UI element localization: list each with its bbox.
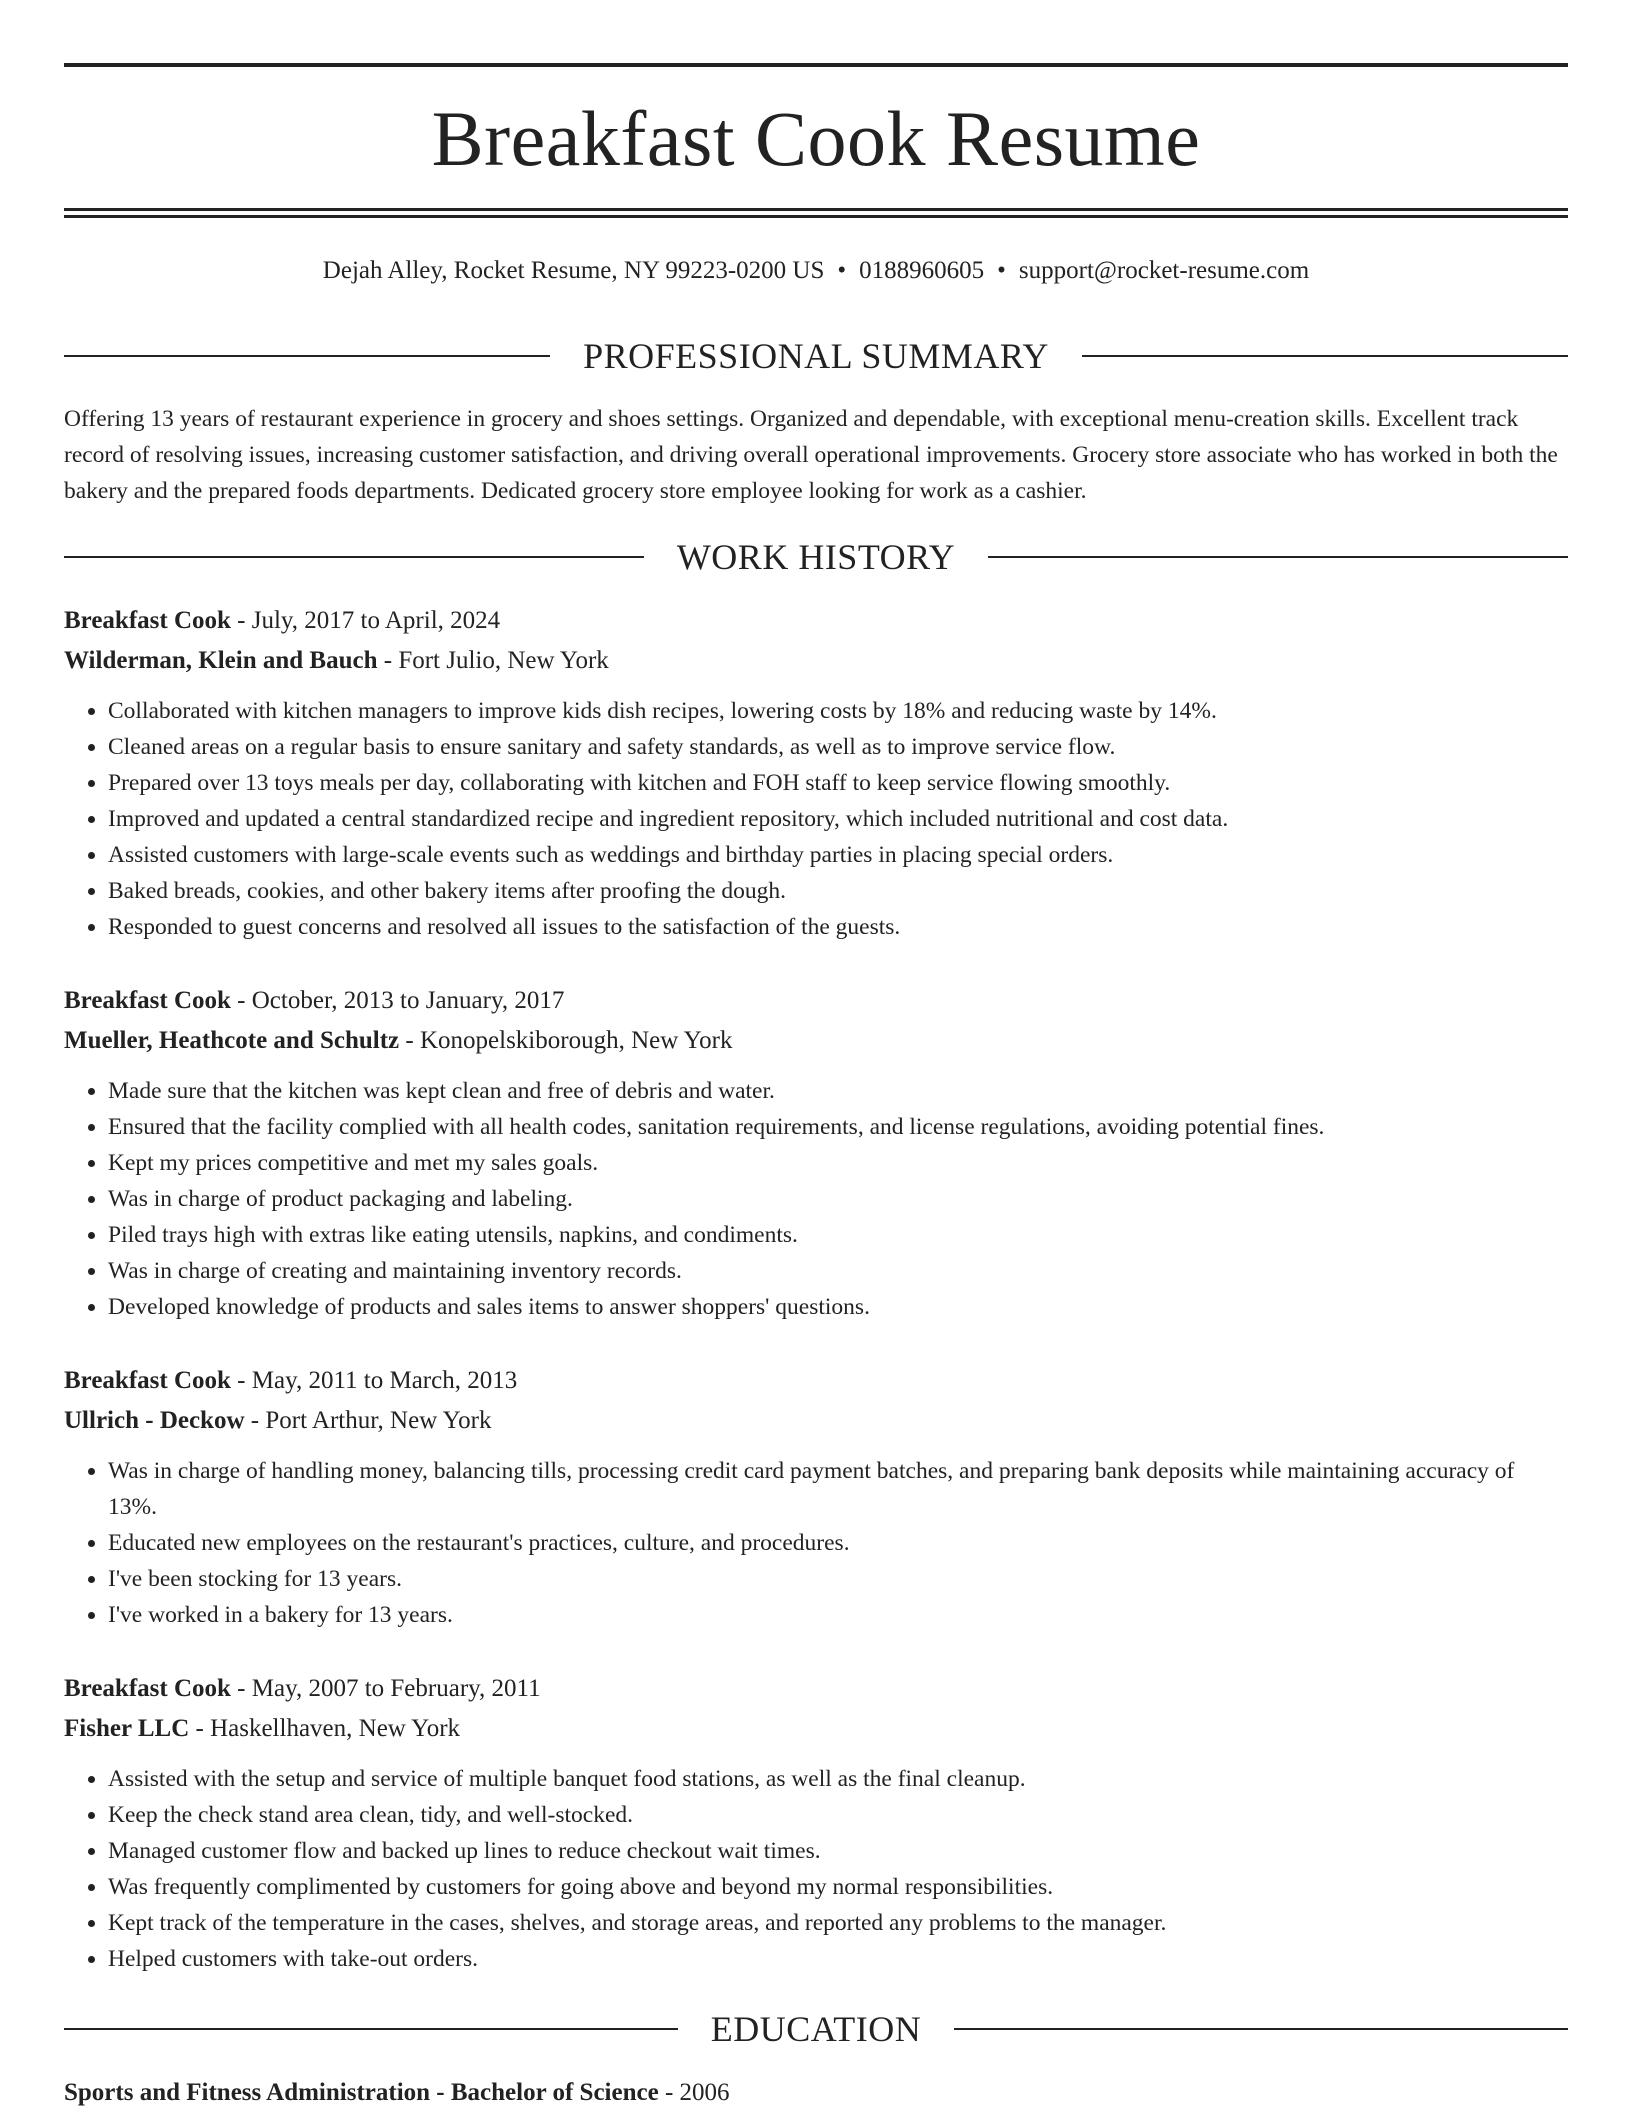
contact-separator: • [837, 257, 847, 284]
list-item: • Was in charge of handling money, balancing tills, processing credit card payment batches, and preparing bank deposits while maintaining accuracy of 13%. [108, 1453, 1568, 1525]
job-bullets [64, 693, 1568, 945]
list-item: • Managed customer flow and backed up lines to reduce checkout wait times. [108, 1833, 1568, 1869]
section-title: EDUCATION [710, 2009, 922, 2049]
list-item: • Was frequently complimented by customers for going above and beyond my normal responsibilities. [108, 1869, 1568, 1905]
job-title: Breakfast Cook [64, 1675, 231, 1702]
section-title: WORK HISTORY [676, 537, 956, 577]
job-bullets [64, 1073, 1568, 1325]
contact-phone: 0188960605 [859, 257, 985, 284]
job-dates: - May, 2007 to February, 2011 [230, 1675, 541, 1702]
job-title: Breakfast Cook [64, 987, 231, 1014]
job-entry [64, 1361, 1568, 1633]
list-item: • Was in charge of creating and maintaining inventory records. [108, 1253, 1568, 1289]
list-item: • Assisted with the setup and service of multiple banquet food stations, as well as the final cleanup. [108, 1761, 1568, 1797]
list-item: • Ensured that the facility complied with all health codes, sanitation requirements, and license regulations, avoiding potential fines. [108, 1109, 1568, 1145]
list-item: • Was in charge of product packaging and labeling. [108, 1181, 1568, 1217]
summary-text: Offering 13 years of restaurant experience in grocery and shoes settings. Organized and dependable, with exceptional menu-creation skills. Excellent track record of resolving issues, increasing customer satisfaction, and driving overall operational improvements. Grocery store associate who has worked in both the bakery and the prepared foods departments. Dedicated grocery store employee looking for work as a cashier. [64, 406, 1558, 504]
job-company: Wilderman, Klein and Bauch [64, 647, 378, 674]
heading-rule-right [954, 2028, 1568, 2030]
job-location: - Konopelskiborough, New York [399, 1027, 733, 1054]
job-title-line [64, 981, 1568, 1021]
heading-rule-left [64, 556, 644, 558]
contact-email: support@rocket-resume.com [1018, 257, 1310, 284]
job-title: Breakfast Cook [64, 1367, 231, 1394]
job-dates: - July, 2017 to April, 2024 [230, 607, 501, 634]
job-title-line [64, 1361, 1568, 1401]
job-location: - Fort Julio, New York [377, 647, 609, 674]
list-item: • Kept my prices competitive and met my sales goals. [108, 1145, 1568, 1181]
job-bullets [64, 1453, 1568, 1633]
heading-rule-left [64, 355, 550, 357]
list-item: • Collaborated with kitchen managers to improve kids dish recipes, lowering costs by 18% and reducing waste by 14%. [108, 693, 1568, 729]
heading-rule-left [64, 2028, 678, 2030]
education-entry [64, 2073, 1568, 2113]
list-item: • Keep the check stand area clean, tidy, and well-stocked. [108, 1797, 1568, 1833]
education-year: - 2006 [658, 2079, 730, 2106]
job-company-line [64, 1709, 1568, 1749]
heading-rule-right [1082, 355, 1568, 357]
resume-title: Breakfast Cook Resume [431, 95, 1201, 182]
title-double-rule-lower [64, 215, 1568, 218]
list-item: • Assisted customers with large-scale events such as weddings and birthday parties in placing special orders. [108, 837, 1568, 873]
job-company: Fisher LLC [64, 1715, 190, 1742]
list-item: • I've been stocking for 13 years. [108, 1561, 1568, 1597]
job-entry [64, 1669, 1568, 1977]
section-heading-education [64, 2007, 1568, 2051]
job-company: Ullrich - Deckow [64, 1407, 245, 1434]
job-bullets [64, 1761, 1568, 1977]
job-company: Mueller, Heathcote and Schultz [64, 1027, 400, 1054]
list-item: • Kept track of the temperature in the cases, shelves, and storage areas, and reported any problems to the manager. [108, 1905, 1568, 1941]
section-title: PROFESSIONAL SUMMARY [583, 336, 1049, 376]
job-title-line [64, 601, 1568, 641]
job-company-line [64, 1021, 1568, 1061]
education-degree: Sports and Fitness Administration - Bachelor of Science [64, 2079, 659, 2106]
job-title: Breakfast Cook [64, 607, 231, 634]
job-entry [64, 981, 1568, 1325]
job-company-line [64, 1401, 1568, 1441]
list-item: • Educated new employees on the restaurant's practices, culture, and procedures. [108, 1525, 1568, 1561]
section-heading-work [64, 535, 1568, 579]
job-dates: - October, 2013 to January, 2017 [230, 987, 565, 1014]
job-company-line [64, 641, 1568, 681]
heading-rule-right [988, 556, 1568, 558]
list-item: • Improved and updated a central standardized recipe and ingredient repository, which included nutritional and cost data. [108, 801, 1568, 837]
job-entry [64, 601, 1568, 945]
contact-separator: • [997, 257, 1006, 284]
job-dates: - May, 2011 to March, 2013 [230, 1367, 518, 1394]
job-location: - Port Arthur, New York [244, 1407, 492, 1434]
job-location: - Haskellhaven, New York [189, 1715, 461, 1742]
list-item: • Piled trays high with extras like eating utensils, napkins, and condiments. [108, 1217, 1568, 1253]
title-double-rule-upper [64, 208, 1568, 211]
contact-address: Dejah Alley, Rocket Resume, NY 99223-0200 US [322, 257, 825, 284]
list-item: • Prepared over 13 toys meals per day, collaborating with kitchen and FOH staff to keep service flowing smoothly. [108, 765, 1568, 801]
list-item: • Made sure that the kitchen was kept clean and free of debris and water. [108, 1073, 1568, 1109]
top-rule [64, 63, 1568, 67]
list-item: • Developed knowledge of products and sales items to answer shoppers' questions. [108, 1289, 1568, 1325]
list-item: • Cleaned areas on a regular basis to ensure sanitary and safety standards, as well as to improve service flow. [108, 729, 1568, 765]
list-item: • I've worked in a bakery for 13 years. [108, 1597, 1568, 1633]
section-heading-summary [64, 334, 1568, 378]
contact-line [64, 255, 1568, 287]
list-item: • Baked breads, cookies, and other bakery items after proofing the dough. [108, 873, 1568, 909]
list-item: • Helped customers with take-out orders. [108, 1941, 1568, 1977]
job-title-line [64, 1669, 1568, 1709]
list-item: • Responded to guest concerns and resolved all issues to the satisfaction of the guests. [108, 909, 1568, 945]
